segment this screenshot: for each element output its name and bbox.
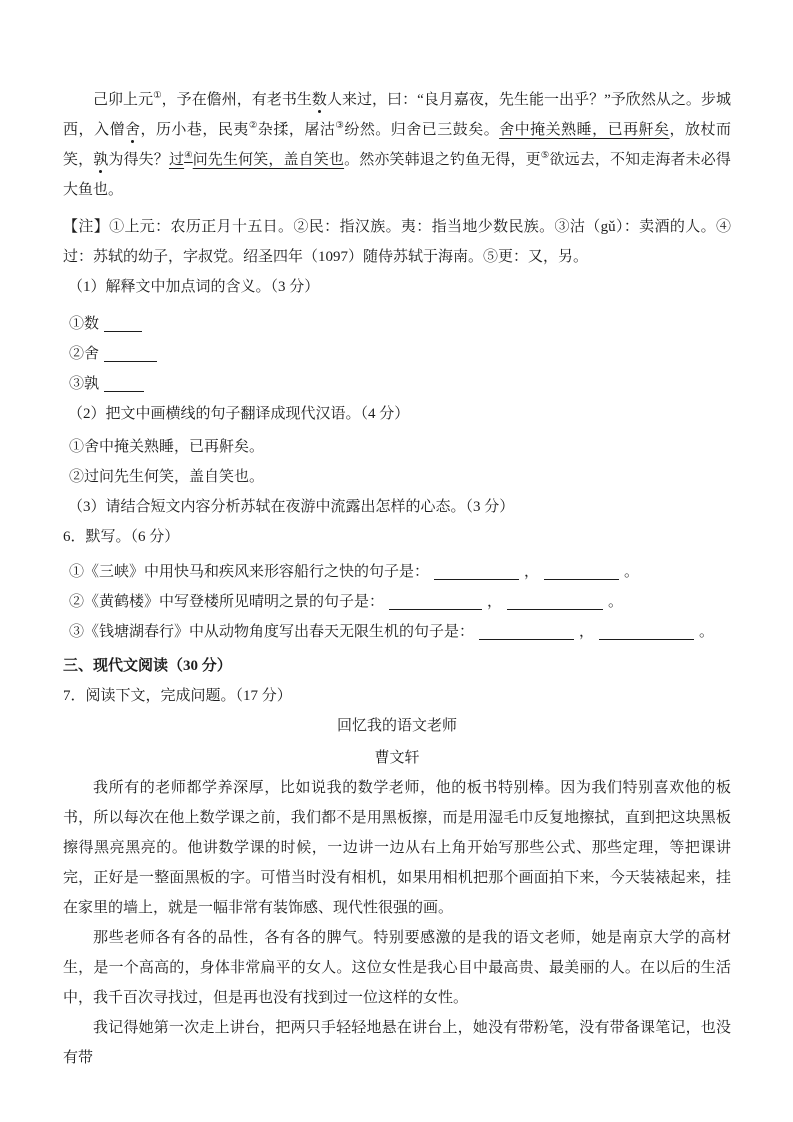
q5-part2-sentence-1: ①舍中掩关熟睡，已再鼾矣。 [69, 439, 265, 455]
text-run: 为得失？ [108, 152, 169, 168]
text-run: 数 [311, 92, 327, 108]
period: 。 [699, 624, 715, 640]
dictation-blank [389, 599, 482, 610]
dictation-prompt: ①《三峡》中用快马和疾风来形容船行之快的句子是： [69, 564, 430, 580]
essay-author: 曹文轩 [374, 750, 420, 766]
comma: ， [487, 594, 503, 610]
q7-prompt: 7．阅读下文，完成问题。（17 分） [63, 688, 292, 704]
text-run: ，历小巷，民夷 [140, 122, 249, 138]
text-run: 舍中掩关熟睡，已再鼾矣 [499, 122, 670, 138]
answer-blank [104, 321, 142, 332]
q5-part1-item-1 [63, 309, 731, 339]
text-run: ④ [184, 151, 193, 161]
period: 。 [608, 594, 624, 610]
q6-item-3 [63, 617, 731, 647]
text-run: 人来过，曰：“良月嘉夜，先生能一出乎？”予欣然从之。步城西，入僧 [63, 92, 731, 138]
answer-blank [104, 381, 144, 392]
q5-part1-item-2 [63, 339, 731, 369]
dictation-blank [434, 569, 519, 580]
text-run: 。然亦笑韩退之钓鱼无得，更 [344, 152, 541, 168]
text-run: 过 [168, 152, 185, 168]
q6-heading: 6．默写。（6 分） [63, 529, 180, 545]
text-run: 孰 [93, 152, 109, 168]
dictation-blank [544, 569, 619, 580]
text-run: 舍 [124, 122, 141, 138]
text-run: 纷然。归舍已三鼓矣。 [344, 122, 500, 138]
text-run: ① [153, 91, 162, 101]
q5-part3-prompt: （3）请结合短文内容分析苏轼在夜游中流露出怎样的心态。（3 分） [68, 499, 515, 515]
text-run: ② [248, 121, 258, 131]
period: 。 [624, 564, 640, 580]
q5-part2-prompt: （2）把文中画横线的句子翻译成现代汉语。（4 分） [68, 406, 410, 422]
text-run: ③ [335, 121, 345, 131]
dictation-blank [479, 629, 574, 640]
q5-part2-sentence-2: ②过问先生何笑，盖自笑也。 [69, 469, 265, 485]
text-run: 杂揉，屠沽 [257, 122, 336, 138]
q5-part1-item-3 [63, 369, 731, 399]
passage-notes: 【注】①上元：农历正月十五日。②民：指汉族。夷：指当地少数民族。③沽（gǔ）：卖酒的人。④过：苏轼的幼子，字叔党。绍圣四年（1097）随侍苏轼于海南。⑤更：又，另。 [63, 219, 731, 265]
term-label: ③孰 [69, 376, 100, 392]
q5-part1-prompt: （1）解释文中加点词的含义。（3 分） [68, 279, 320, 295]
q6-item-1 [63, 557, 731, 587]
term-label: ①数 [69, 316, 100, 332]
dictation-blank [599, 629, 694, 640]
text-run: ，放杖而笑， [63, 122, 731, 168]
classical-passage [63, 85, 731, 205]
essay-paragraph-2: 那些老师各有各的品性，各有各的脾气。特别要感激的是我的语文老师，她是南京大学的高材生，是一个高高的，身体非常扁平的女人。这位女性是我心目中最高贵、最美丽的人。在以后的生活中，我千百次寻找过，但是再也没有找到过一位这样的女性。 [63, 930, 731, 1006]
dictation-prompt: ②《黄鹤楼》中写登楼所见晴明之景的句子是： [69, 594, 385, 610]
essay-paragraph-1: 我所有的老师都学养深厚，比如说我的数学老师，他的板书特别棒。因为我们特别喜欢他的板书，所以每次在他上数学课之前，我们都不是用黑板擦，而是用湿毛巾反复地擦拭，直到把这块黑板擦得黑亮黑亮的。他讲数学课的时候，一边讲一边从右上角开始写那些公式、那些定理，等把课讲完，正好是一整面黑板的字。可惜当时没有相机，如果用相机把那个画面拍下来，今天装裱起来，挂在家里的墙上，就是一幅非常有装饰感、现代性很强的画。 [63, 780, 731, 916]
text-run: 己卯上元 [93, 92, 154, 108]
essay-title: 回忆我的语文老师 [336, 718, 457, 734]
term-label: ②舍 [69, 346, 100, 362]
answer-blank [104, 351, 157, 362]
dictation-prompt: ③《钱塘湖春行》中从动物角度写出春天无限生机的句子是： [69, 624, 475, 640]
dictation-blank [507, 599, 603, 610]
comma: ， [579, 624, 595, 640]
section-3-heading: 三、现代文阅读（30 分） [63, 658, 232, 674]
text-run: ，予在儋州，有老书生 [161, 92, 312, 108]
q6-item-2 [63, 587, 731, 617]
essay-paragraph-3: 我记得她第一次走上讲台，把两只手轻轻地悬在讲台上，她没有带粉笔，没有带备课笔记，也没有带 [63, 1020, 731, 1066]
text-run: 欲远去，不知走海者未必得大鱼也。 [63, 152, 731, 198]
text-run: 问先生何笑，盖自笑也 [192, 152, 345, 168]
comma: ， [524, 564, 540, 580]
text-run: ⑤ [540, 151, 550, 161]
